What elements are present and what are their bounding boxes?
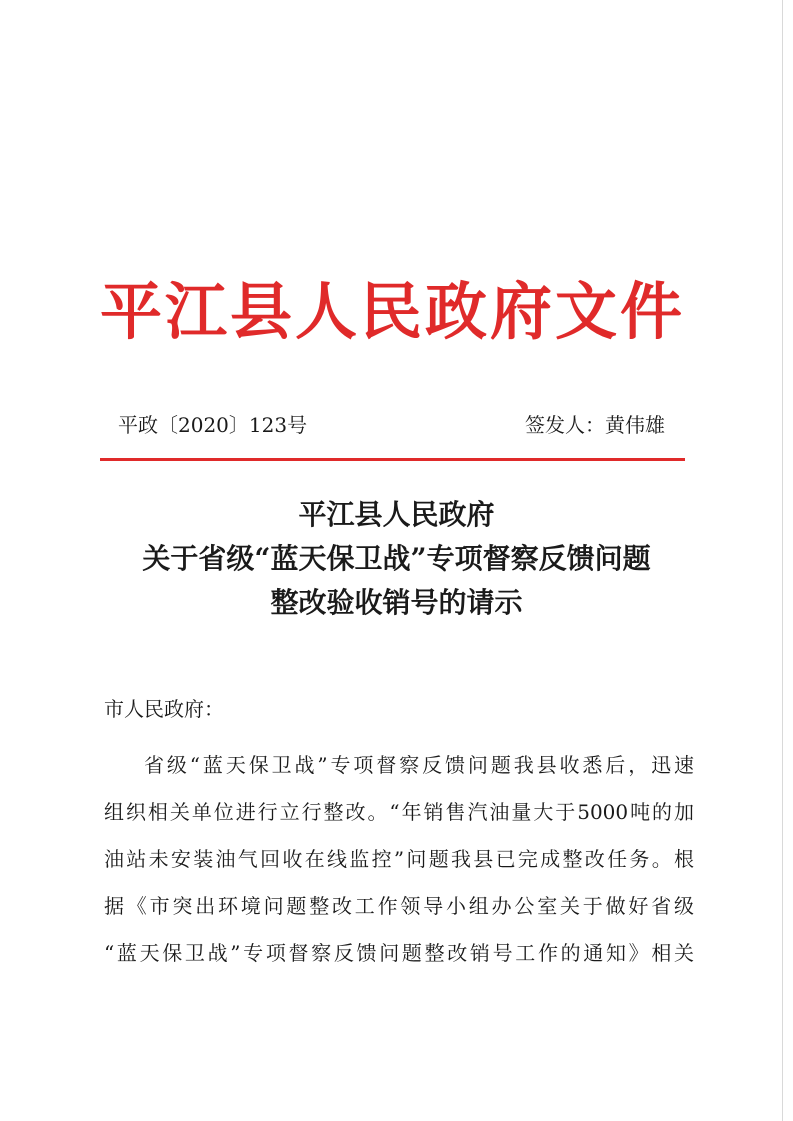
document-number: 平政〔2020〕123号	[118, 413, 308, 437]
page-edge	[782, 0, 783, 1121]
header-separator-rule	[100, 458, 685, 461]
document-header-title: 平江县人民政府文件	[100, 275, 686, 348]
document-title-line-2: 关于省级“蓝天保卫战”专项督察反馈问题	[142, 542, 651, 575]
body-line-2: 组织相关单位进行立行整改。“年销售汽油量大于5000吨的加	[104, 800, 694, 824]
body-line-5: “蓝天保卫战”专项督察反馈问题整改销号工作的通知》相关	[104, 941, 694, 965]
body-paragraph	[104, 742, 694, 977]
body-line-3: 油站未安装油气回收在线监控”问题我县已完成整改任务。根	[104, 847, 694, 871]
body-line-4: 据《市突出环境问题整改工作领导小组办公室关于做好省级	[104, 894, 694, 918]
signer-label: 签发人：黄伟雄	[525, 413, 665, 437]
salutation: 市人民政府：	[104, 697, 224, 721]
document-title	[60, 493, 733, 625]
document-title-line-1: 平江县人民政府	[298, 498, 495, 531]
body-line-1: 省级“蓝天保卫战”专项督察反馈问题我县收悉后，迅速	[144, 753, 694, 777]
document-title-line-3: 整改验收销号的请示	[270, 586, 523, 619]
